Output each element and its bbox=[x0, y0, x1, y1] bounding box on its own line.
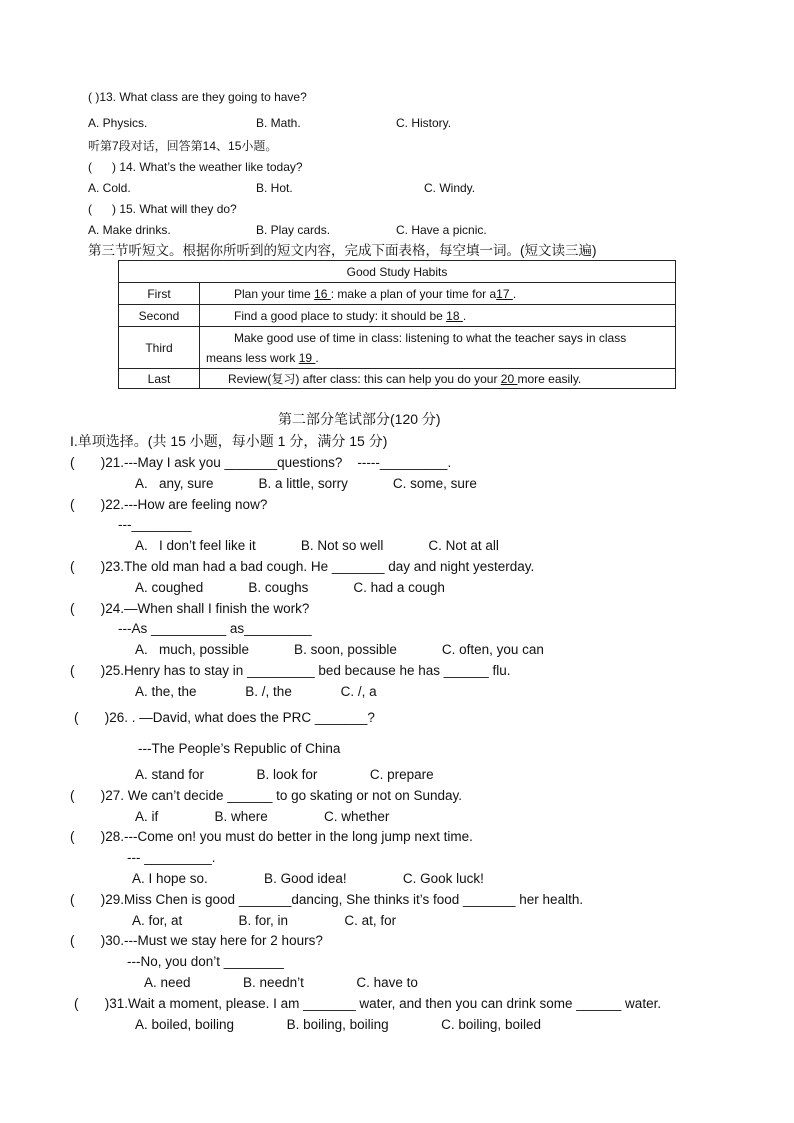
q26-stem: ( )26. . —David, what does the PRC _______? bbox=[74, 710, 375, 725]
table-title-row bbox=[119, 261, 676, 283]
section3-instruction: 第三节听短文。根据你所听到的短文内容，完成下面表格，每空填一词。(短文读三遍) bbox=[88, 243, 597, 258]
q28-reply: --- _________. bbox=[127, 850, 216, 865]
row-label: Third bbox=[119, 327, 200, 369]
q26-reply: ---The People’s Republic of China bbox=[138, 741, 341, 756]
q31-options: A. boiled, boiling B. boiling, boiling C. boiling, boiled bbox=[135, 1017, 541, 1032]
row-text: means less work bbox=[206, 350, 299, 365]
blank-20: 20 bbox=[500, 372, 518, 386]
row-text: Make good use of time in class: listening to what the teacher says in class bbox=[234, 330, 627, 345]
q15-option-c: C. Have a picnic. bbox=[396, 223, 487, 237]
q13-option-a: A. Physics. bbox=[88, 116, 148, 130]
row-text: : make a plan of your time for a bbox=[330, 286, 497, 301]
q27-stem: ( )27. We can’t decide ______ to go skating or not on Sunday. bbox=[70, 788, 462, 803]
q26-options: A. stand for B. look for C. prepare bbox=[135, 767, 434, 782]
q22-stem: ( )22.---How are feeling now? bbox=[70, 497, 268, 512]
table-row bbox=[119, 327, 676, 369]
row-text: . bbox=[462, 308, 467, 323]
q13-option-b: B. Math. bbox=[256, 116, 301, 130]
q29-stem: ( )29.Miss Chen is good _______dancing, She thinks it’s food _______ her health. bbox=[70, 892, 584, 907]
row-text: Find a good place to study: it should be bbox=[234, 308, 447, 323]
q30-reply: ---No, you don’t ________ bbox=[127, 954, 284, 969]
q13-option-c: C. History. bbox=[396, 116, 452, 130]
q23-options: A. coughed B. coughs C. had a cough bbox=[135, 580, 445, 595]
q28-stem: ( )28.---Come on! you must do better in the long jump next time. bbox=[70, 829, 473, 844]
part2-title: 第二部分笔试部分(120 分) bbox=[278, 411, 441, 427]
q14-option-c: C. Windy. bbox=[424, 181, 476, 195]
q25-options: A. the, the B. /, the C. /, a bbox=[135, 684, 377, 699]
row-text-2 bbox=[206, 348, 669, 368]
q29-options: A. for, at B. for, in C. at, for bbox=[132, 913, 397, 928]
q21-stem: ( )21.---May I ask you _______questions? -----_________. bbox=[70, 455, 452, 470]
q14-option-b: B. Hot. bbox=[256, 181, 293, 195]
study-habits-table bbox=[118, 260, 676, 389]
q23-stem: ( )23.The old man had a bad cough. He _______ day and night yesterday. bbox=[70, 559, 535, 574]
q25-stem: ( )25.Henry has to stay in _________ bed because he has ______ flu. bbox=[70, 663, 511, 678]
q24-stem: ( )24.—When shall I finish the work? bbox=[70, 601, 310, 616]
blank-17: 17 bbox=[496, 286, 513, 301]
q15-option-a: A. Make drinks. bbox=[88, 223, 171, 237]
q22-reply: ---________ bbox=[118, 517, 192, 532]
table-title: Good Study Habits bbox=[119, 261, 676, 283]
q27-options: A. if B. where C. whether bbox=[135, 809, 390, 824]
q30-stem: ( )30.---Must we stay here for 2 hours? bbox=[70, 933, 323, 948]
row-label: Last bbox=[119, 369, 200, 389]
row-content bbox=[200, 369, 676, 389]
blank-19: 19 bbox=[298, 350, 316, 365]
row-content bbox=[200, 305, 676, 327]
q21-options: A. any, sure B. a little, sorry C. some, sure bbox=[135, 476, 477, 491]
row-label: First bbox=[119, 283, 200, 305]
row-text: Plan your time bbox=[234, 286, 315, 301]
q15-stem: ( ) 15. What will they do? bbox=[88, 202, 237, 216]
q15-option-b: B. Play cards. bbox=[256, 223, 331, 237]
q14-stem: ( ) 14. What’s the weather like today? bbox=[88, 160, 303, 174]
row-content bbox=[200, 283, 676, 305]
q30-options: A. need B. needn’t C. have to bbox=[144, 975, 418, 990]
row-text: . bbox=[315, 350, 319, 365]
dialog7-instruction: 听第7段对话，回答第14、15小题。 bbox=[88, 139, 278, 153]
q14-option-a: A. Cold. bbox=[88, 181, 131, 195]
row-text: more easily. bbox=[517, 372, 582, 386]
table-row bbox=[119, 369, 676, 389]
row-content bbox=[200, 327, 676, 369]
blank-18: 18 bbox=[446, 308, 463, 323]
blank-16: 16 bbox=[314, 286, 331, 301]
row-text: . bbox=[512, 286, 517, 301]
row-text: Review(复习) after class: this can help you do your bbox=[228, 372, 501, 386]
table-row bbox=[119, 305, 676, 327]
q31-stem: ( )31.Wait a moment, please. I am _______ water, and then you can drink some ______ water. bbox=[74, 996, 662, 1011]
q28-options: A. I hope so. B. Good idea! C. Gook luck! bbox=[132, 871, 484, 886]
q13-stem: ( )13. What class are they going to have? bbox=[88, 90, 307, 104]
q24-reply: ---As __________ as_________ bbox=[118, 621, 312, 636]
table-row bbox=[119, 283, 676, 305]
row-label: Second bbox=[119, 305, 200, 327]
section1-instruction: I.单项选择。(共 15 小题，每小题 1 分，满分 15 分) bbox=[70, 433, 388, 449]
q22-options: A. I don’t feel like it B. Not so well C. Not at all bbox=[135, 538, 499, 553]
q24-options: A. much, possible B. soon, possible C. often, you can bbox=[135, 642, 544, 657]
